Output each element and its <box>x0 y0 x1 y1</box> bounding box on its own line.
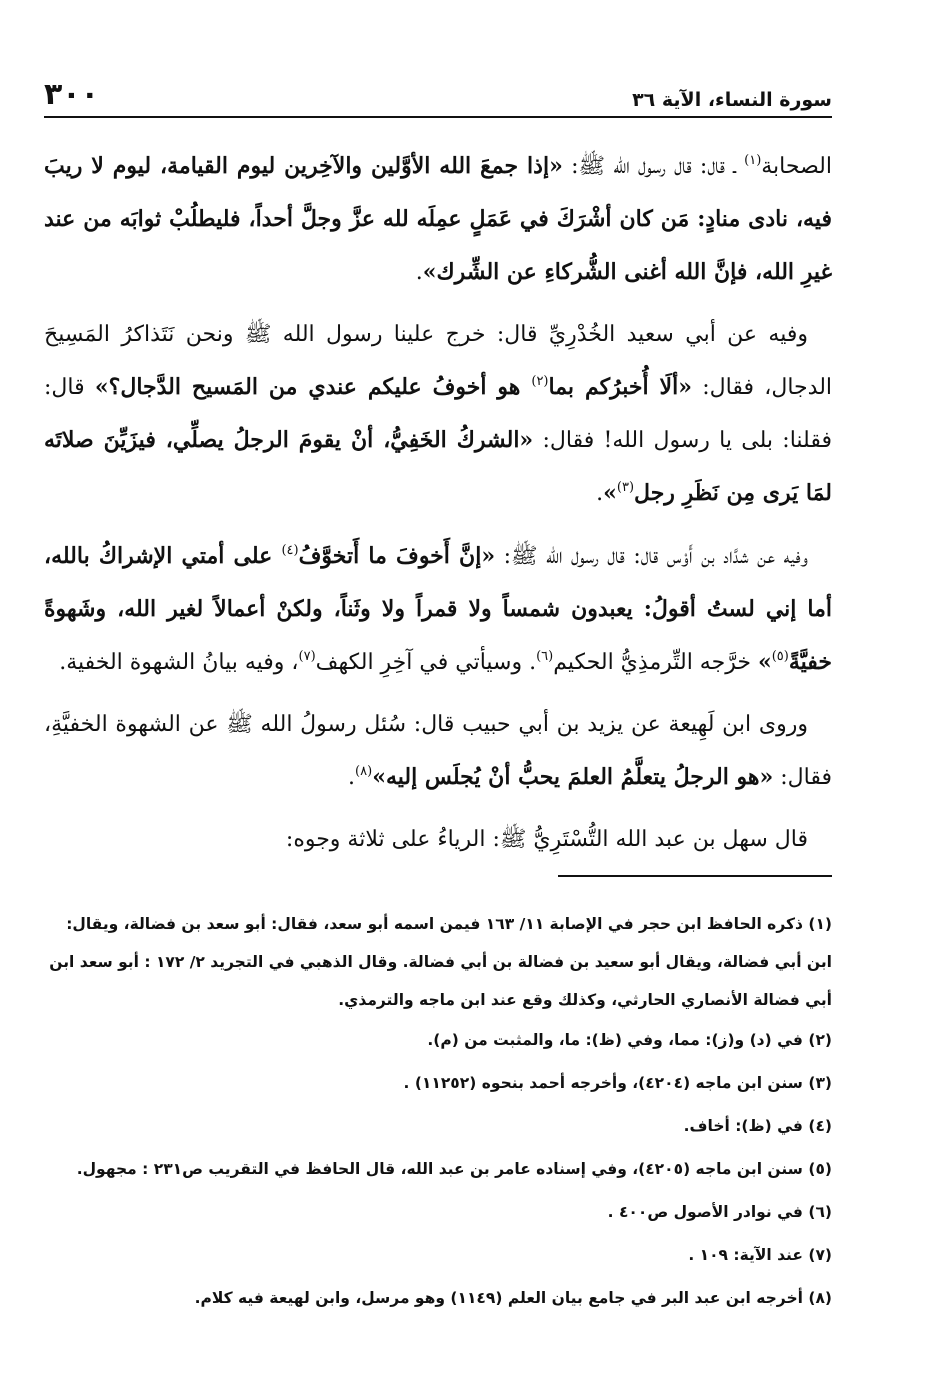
paragraph-5 <box>44 814 832 866</box>
paragraph-2 <box>44 309 832 520</box>
footnote-text: سنن ابن ماجه (٤٢٠٤)، وأخرجه أحمد بنحوه (١١٢٥٢) . <box>403 1074 803 1092</box>
p1-end: . <box>415 260 423 285</box>
footnote-ref-5: (٥) <box>771 649 789 664</box>
p3-lead: وفيه عن شدَّاد بن أَوْس قال: قال رسول الله ﷺ: <box>495 544 808 569</box>
p2-hadith-c: «الشركُ الخَفِيُّ، أنْ يقومَ الرجلُ يصلِّي، فيزَيِّنَ صلاتَه لمَا يَرى مِن نَظَرِ رجل <box>44 427 832 506</box>
footnote-2 <box>44 1019 832 1062</box>
footnote-ref-4: (٤) <box>281 543 299 558</box>
footnote-number: (٥) <box>808 1160 832 1178</box>
footnote-number: (١) <box>808 915 832 933</box>
footnote-text: عند الآية: ١٠٩ . <box>688 1246 803 1264</box>
footnote-number: (٣) <box>808 1074 832 1092</box>
paragraph-3 <box>44 530 832 689</box>
running-title: سورة النساء، الآية ٣٦ <box>632 89 832 111</box>
p2-lead: وفيه عن أبي سعيد الخُدْرِيِّ قال: خرج علينا رسول الله ﷺ ونحن نَتَذاكرُ المَسِيحَ الدجال، فقال: <box>44 322 833 400</box>
p4-lead: وروى ابن لَهِيعة عن يزيد بن أبي حبيب قال: سُئل رسولُ الله ﷺ عن الشهوة الخفيَّةِ، فقال: <box>44 712 832 790</box>
p1-lead: الصحابة <box>761 154 832 179</box>
footnotes <box>44 905 832 1320</box>
footnote-number: (٦) <box>808 1203 832 1221</box>
paragraph-4 <box>44 699 832 804</box>
p2-mid: قال: فقلنا: بلى يا رسول الله! فقال: <box>44 375 832 453</box>
p1-hadith: «إذا جمعَ الله الأوَّلين والآخِرين ليوم القيامة، ليوم لا ريبَ فيه، نادى منادٍ: مَن كان أشْرَكَ في عَمَلٍ عمِلَه لله عزَّ وجلَّ أحداً، فليطلُبْ ثوابَه من عند غيرِ الله، فإنَّ الله أغنى الشُّركاءِ عن الشِّرك» <box>44 153 832 285</box>
p3-mid: خرَّجه التِّرمذِيُّ الحكيم <box>553 650 758 675</box>
footnote-text: في (د) و(ز): مما، وفي (ظ): ما، والمثبت من (م). <box>427 1031 803 1049</box>
footnote-number: (٤) <box>808 1117 832 1135</box>
p2-hadith-a: «ألَا أُخبرُكم بما <box>548 374 692 400</box>
footnote-7 <box>44 1234 832 1277</box>
footnote-8 <box>44 1277 832 1320</box>
footnote-ref-2: (٢) <box>531 374 549 389</box>
p3-hadith-b: على أمتي الإشراكُ بالله، أما إني لستُ أقولُ: يعبدون شمساً ولا قمراً ولا وثَناً، ولكنْ أعمالاً لغير الله، وشَهوةً خفيَّةً <box>44 543 832 675</box>
footnote-text: في (ظ): أخاف. <box>683 1117 803 1135</box>
p2-hadith-d: » <box>603 480 617 506</box>
footnote-number: (٢) <box>808 1031 832 1049</box>
footnote-text: سنن ابن ماجه (٤٢٠٥)، وفي إسناده عامر بن عبد الله، قال الحافظ في التقريب ص٢٣١ : مجهول. <box>76 1160 803 1178</box>
footnote-1 <box>44 905 832 1019</box>
footnote-ref-1: (١) <box>744 153 762 168</box>
footnote-ref-7: (٧) <box>298 649 316 664</box>
footnote-text: أخرجه ابن عبد البر في جامع بيان العلم (١١٤٩) وهو مرسل، وابن لهيعة فيه كلام. <box>194 1289 803 1307</box>
footnote-text: ذكره الحافظ ابن حجر في الإصابة ١١/ ١٦٣ فيمن اسمه أبو سعد، فقال: أبو سعد بن فضالة، ويقال: ابن أبي فضالة، ويقال أبو سعيد بن فضالة بن أبي فضالة. وقال الذهبي في التجريد ٢/ ١٧٢ : أبو سعد ابن أبي فضالة الأنصاري الحارثي، وكذلك وقع عند ابن ماجه والترمذي. <box>49 915 832 1009</box>
footnote-number: (٧) <box>808 1246 832 1264</box>
footnote-separator <box>558 875 832 877</box>
footnote-ref-6: (٦) <box>536 649 554 664</box>
footnote-ref-3: (٣) <box>616 480 635 495</box>
p3-end: ، وفيه بيانُ الشهوة الخفية. <box>59 650 299 675</box>
footnote-number: (٨) <box>808 1289 832 1307</box>
p4-end: . <box>348 765 356 790</box>
footnote-4 <box>44 1105 832 1148</box>
p4-hadith: «هو الرجلُ يتعلَّمُ العلمَ يحبُّ أنْ يُجلَس إليه» <box>372 764 774 790</box>
footnote-text: في نوادر الأصول ص٤٠٠ . <box>607 1203 803 1221</box>
main-text <box>44 140 832 876</box>
p3-mid2: . وسيأتي في آخِرِ الكهف <box>315 650 537 675</box>
footnote-5 <box>44 1148 832 1191</box>
p3-hadith-c: » <box>757 649 772 675</box>
p3-hadith-a: «إنَّ أَخوفَ ما أَتخوَّفُ <box>298 543 496 569</box>
page-number: ٣٠٠ <box>44 77 99 112</box>
footnote-6 <box>44 1191 832 1234</box>
footnote-3 <box>44 1062 832 1105</box>
footnote-ref-8: (٨) <box>355 764 373 779</box>
page-header <box>44 70 832 118</box>
p2-hadith-b: هو أخوفُ عليكم عندي من المَسيح الدَّجال؟» <box>94 374 532 400</box>
p5-text: قال سهل بن عبد الله التُّسْتَرِيُّ ﷺ: الرياءُ على ثلاثة وجوه: <box>285 827 808 852</box>
p2-end: . <box>596 481 604 506</box>
p1-mid: ـ قال: قال رسول الله ﷺ: <box>562 154 745 179</box>
paragraph-1 <box>44 140 832 299</box>
